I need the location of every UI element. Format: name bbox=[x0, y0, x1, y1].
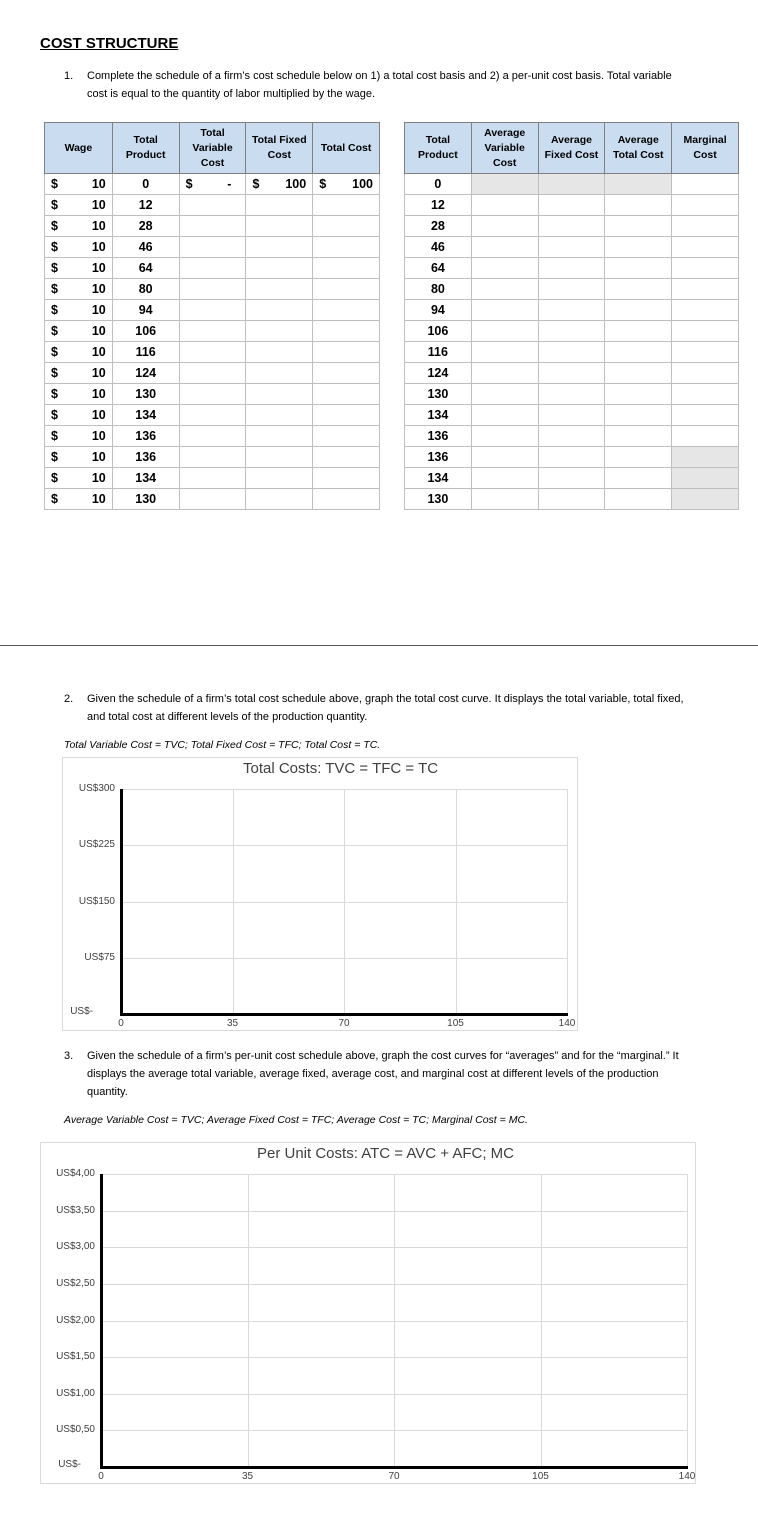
question-2-line-1: Given the schedule of a firm’s total cost schedule above, graph the total cost curve. It displays the total variable, total fixed, bbox=[87, 693, 684, 705]
y-tick-label: US$2,00 bbox=[56, 1314, 95, 1326]
table-row bbox=[45, 174, 380, 195]
average-total-cost-cell[interactable] bbox=[605, 300, 672, 321]
marginal-cost-cell[interactable] bbox=[672, 216, 739, 237]
table-row bbox=[405, 489, 739, 510]
average-variable-cost-cell[interactable] bbox=[471, 195, 538, 216]
marginal-cost-cell[interactable] bbox=[672, 237, 739, 258]
marginal-cost-cell[interactable] bbox=[672, 195, 739, 216]
average-fixed-cost-cell[interactable] bbox=[538, 321, 605, 342]
table-row bbox=[405, 321, 739, 342]
wage-value: 10 bbox=[91, 408, 106, 422]
total-fixed-cost-cell[interactable] bbox=[246, 342, 313, 363]
dollar-sign: $ bbox=[51, 429, 58, 443]
average-total-cost-cell[interactable] bbox=[605, 384, 672, 405]
average-total-cost-cell[interactable] bbox=[605, 237, 672, 258]
table-row bbox=[405, 342, 739, 363]
total-product-cell: 12 bbox=[112, 195, 179, 216]
average-total-cost-cell[interactable] bbox=[605, 321, 672, 342]
total-product-cell: 116 bbox=[405, 342, 472, 363]
wage-cell bbox=[45, 321, 113, 342]
total-variable-cost-cell[interactable] bbox=[179, 279, 246, 300]
average-total-cost-cell[interactable] bbox=[605, 405, 672, 426]
question-3 bbox=[64, 1048, 754, 1102]
marginal-cost-cell[interactable] bbox=[672, 489, 739, 510]
total-costs-chart bbox=[62, 757, 578, 1031]
dollar-sign: $ bbox=[319, 177, 327, 191]
total-fixed-cost-cell[interactable] bbox=[246, 279, 313, 300]
question-1-number: 1. bbox=[64, 70, 74, 82]
marginal-cost-cell[interactable] bbox=[672, 447, 739, 468]
header-average-total-cost: Average Total Cost bbox=[605, 123, 672, 174]
average-variable-cost-cell[interactable] bbox=[471, 321, 538, 342]
average-fixed-cost-cell[interactable] bbox=[538, 447, 605, 468]
header-total-product: Total Product bbox=[112, 123, 179, 174]
table-row bbox=[405, 174, 739, 195]
average-fixed-cost-cell[interactable] bbox=[538, 342, 605, 363]
total-variable-cost-cell[interactable] bbox=[179, 321, 246, 342]
wage-value: 10 bbox=[91, 471, 106, 485]
average-fixed-cost-cell[interactable] bbox=[538, 174, 605, 195]
total-fixed-cost-cell[interactable] bbox=[246, 321, 313, 342]
wage-value: 10 bbox=[91, 387, 106, 401]
tvc-value: - bbox=[227, 177, 232, 191]
total-variable-cost-cell[interactable] bbox=[179, 342, 246, 363]
vertical-gridline bbox=[344, 789, 345, 1014]
total-variable-cost-cell[interactable] bbox=[179, 405, 246, 426]
wage-value: 10 bbox=[91, 282, 106, 296]
dollar-sign: $ bbox=[51, 366, 58, 380]
wage-value: 10 bbox=[91, 345, 106, 359]
dollar-sign: $ bbox=[51, 282, 58, 296]
total-fixed-cost-cell[interactable] bbox=[246, 363, 313, 384]
y-axis-line bbox=[120, 789, 123, 1016]
dollar-sign: $ bbox=[51, 471, 58, 485]
dollar-sign: $ bbox=[51, 450, 58, 464]
average-fixed-cost-cell[interactable] bbox=[538, 384, 605, 405]
total-cost-cell[interactable] bbox=[313, 300, 380, 321]
total-product-cell: 136 bbox=[112, 426, 179, 447]
table-row bbox=[45, 342, 380, 363]
average-variable-cost-cell[interactable] bbox=[471, 405, 538, 426]
total-fixed-cost-cell[interactable] bbox=[246, 216, 313, 237]
question-1-line-2: cost is equal to the quantity of labor multiplied by the wage. bbox=[87, 88, 376, 100]
average-variable-cost-cell[interactable] bbox=[471, 489, 538, 510]
table-row bbox=[405, 363, 739, 384]
table-row bbox=[45, 447, 380, 468]
average-fixed-cost-cell[interactable] bbox=[538, 195, 605, 216]
header-total-variable-cost: Total Variable Cost bbox=[179, 123, 246, 174]
marginal-cost-cell[interactable] bbox=[672, 405, 739, 426]
total-variable-cost-cell[interactable] bbox=[179, 426, 246, 447]
per-unit-costs-chart-title: Per Unit Costs: ATC = AVC + AFC; MC bbox=[257, 1145, 515, 1162]
average-fixed-cost-cell[interactable] bbox=[538, 258, 605, 279]
wage-value: 10 bbox=[91, 492, 106, 506]
wage-value: 10 bbox=[91, 219, 106, 233]
question-1 bbox=[64, 68, 744, 104]
dollar-sign: $ bbox=[51, 345, 58, 359]
total-product-cell: 136 bbox=[112, 447, 179, 468]
total-product-cell: 94 bbox=[405, 300, 472, 321]
total-product-cell: 64 bbox=[112, 258, 179, 279]
marginal-cost-cell[interactable] bbox=[672, 321, 739, 342]
marginal-cost-cell[interactable] bbox=[672, 279, 739, 300]
dollar-sign: $ bbox=[51, 240, 58, 254]
y-tick-label: US$1,00 bbox=[56, 1387, 95, 1399]
total-fixed-cost-cell[interactable] bbox=[246, 258, 313, 279]
average-variable-cost-cell[interactable] bbox=[471, 279, 538, 300]
vertical-gridline bbox=[687, 1174, 688, 1467]
marginal-cost-cell[interactable] bbox=[672, 384, 739, 405]
table-row bbox=[405, 405, 739, 426]
table-row bbox=[45, 384, 380, 405]
y-tick-label: US$300 bbox=[78, 783, 115, 794]
table-row bbox=[45, 321, 380, 342]
average-variable-cost-cell[interactable] bbox=[471, 468, 538, 489]
vertical-gridline bbox=[394, 1174, 395, 1467]
question-2-number: 2. bbox=[64, 693, 74, 705]
average-fixed-cost-cell[interactable] bbox=[538, 405, 605, 426]
total-variable-cost-cell[interactable] bbox=[179, 468, 246, 489]
average-total-cost-cell[interactable] bbox=[605, 468, 672, 489]
average-total-cost-cell[interactable] bbox=[605, 174, 672, 195]
total-product-cell: 136 bbox=[405, 426, 472, 447]
total-cost-cell[interactable] bbox=[313, 426, 380, 447]
table-row bbox=[45, 489, 380, 510]
total-fixed-cost-cell[interactable] bbox=[246, 195, 313, 216]
wage-cell bbox=[45, 258, 113, 279]
total-product-cell: 0 bbox=[405, 174, 472, 195]
table-row bbox=[45, 363, 380, 384]
average-total-cost-cell[interactable] bbox=[605, 363, 672, 384]
total-product-cell: 134 bbox=[405, 405, 472, 426]
average-variable-cost-cell[interactable] bbox=[471, 426, 538, 447]
table-row bbox=[45, 405, 380, 426]
question-3-line-2: displays the average total variable, average fixed, average cost, and marginal cost at different levels of the production bbox=[87, 1068, 659, 1080]
wage-value: 10 bbox=[91, 261, 106, 275]
page-title: COST STRUCTURE bbox=[40, 35, 179, 52]
dollar-sign: $ bbox=[185, 177, 193, 191]
total-product-cell: 0 bbox=[112, 174, 179, 195]
table-row bbox=[405, 258, 739, 279]
total-product-cell: 130 bbox=[112, 384, 179, 405]
x-tick-label: 105 bbox=[532, 1471, 549, 1482]
total-variable-cost-cell[interactable] bbox=[179, 447, 246, 468]
y-tick-label: US$3,50 bbox=[56, 1204, 95, 1216]
section-divider bbox=[0, 645, 758, 646]
average-fixed-cost-cell[interactable] bbox=[538, 237, 605, 258]
x-tick-label: 35 bbox=[226, 1018, 239, 1029]
average-fixed-cost-cell[interactable] bbox=[538, 363, 605, 384]
table-row bbox=[405, 447, 739, 468]
header-wage: Wage bbox=[45, 123, 113, 174]
average-fixed-cost-cell[interactable] bbox=[538, 489, 605, 510]
total-cost-cell[interactable] bbox=[313, 258, 380, 279]
total-fixed-cost-cell[interactable] bbox=[246, 468, 313, 489]
table-row bbox=[45, 300, 380, 321]
total-costs-chart-title: Total Costs: TVC = TFC = TC bbox=[243, 760, 439, 777]
table-row bbox=[405, 237, 739, 258]
table-row bbox=[405, 216, 739, 237]
wage-cell bbox=[45, 489, 113, 510]
y-tick-label: US$4,00 bbox=[56, 1168, 95, 1179]
x-tick-label: 105 bbox=[447, 1018, 464, 1029]
total-product-cell: 106 bbox=[405, 321, 472, 342]
average-variable-cost-cell[interactable] bbox=[471, 300, 538, 321]
average-fixed-cost-cell[interactable] bbox=[538, 468, 605, 489]
total-product-cell: 130 bbox=[405, 384, 472, 405]
marginal-cost-cell[interactable] bbox=[672, 363, 739, 384]
wage-value: 10 bbox=[91, 240, 106, 254]
question-2-formula: Total Variable Cost = TVC; Total Fixed Cost = TFC; Total Cost = TC. bbox=[64, 739, 381, 751]
total-cost-cell[interactable] bbox=[313, 342, 380, 363]
x-axis-line bbox=[100, 1466, 688, 1469]
average-total-cost-cell[interactable] bbox=[605, 279, 672, 300]
total-cost-cell[interactable] bbox=[313, 321, 380, 342]
header-total-fixed-cost: Total Fixed Cost bbox=[246, 123, 313, 174]
average-fixed-cost-cell[interactable] bbox=[538, 300, 605, 321]
y-tick-label: US$0,50 bbox=[56, 1424, 95, 1436]
total-product-cell: 28 bbox=[405, 216, 472, 237]
table-row bbox=[405, 426, 739, 447]
total-product-cell: 130 bbox=[112, 489, 179, 510]
total-product-cell: 130 bbox=[405, 489, 472, 510]
tc-value: 100 bbox=[352, 177, 373, 191]
wage-value: 10 bbox=[91, 429, 106, 443]
average-total-cost-cell[interactable] bbox=[605, 195, 672, 216]
question-3-number: 3. bbox=[64, 1050, 74, 1062]
total-cost-schedule bbox=[44, 122, 380, 510]
wage-value: 10 bbox=[91, 303, 106, 317]
x-tick-label: 140 bbox=[558, 1018, 576, 1029]
average-fixed-cost-cell[interactable] bbox=[538, 426, 605, 447]
dollar-sign: $ bbox=[51, 261, 58, 275]
wage-value: 10 bbox=[91, 324, 106, 338]
y-tick-label: US$2,50 bbox=[56, 1277, 95, 1289]
question-1-line-1: Complete the schedule of a firm’s cost schedule below on 1) a total cost basis and 2) a per-unit cost basis. Total variable bbox=[87, 70, 672, 82]
table-row bbox=[45, 426, 380, 447]
header-total-product: Total Product bbox=[405, 123, 472, 174]
wage-value: 10 bbox=[91, 198, 106, 212]
vertical-gridline bbox=[248, 1174, 249, 1467]
x-tick-label: 140 bbox=[678, 1471, 696, 1482]
total-product-cell: 80 bbox=[112, 279, 179, 300]
total-cost-cell[interactable] bbox=[313, 279, 380, 300]
question-3-line-3: quantity. bbox=[87, 1086, 128, 1098]
wage-cell bbox=[45, 447, 113, 468]
y-axis-line bbox=[100, 1174, 103, 1469]
table-row bbox=[45, 279, 380, 300]
total-product-cell: 12 bbox=[405, 195, 472, 216]
total-variable-cost-cell[interactable] bbox=[179, 258, 246, 279]
table-row bbox=[405, 384, 739, 405]
total-cost-cell[interactable] bbox=[313, 468, 380, 489]
total-product-cell: 136 bbox=[405, 447, 472, 468]
marginal-cost-cell[interactable] bbox=[672, 258, 739, 279]
total-fixed-cost-cell[interactable] bbox=[246, 384, 313, 405]
table-row bbox=[45, 216, 380, 237]
x-tick-label: 70 bbox=[338, 1018, 350, 1029]
wage-cell bbox=[45, 405, 113, 426]
total-cost-cell[interactable] bbox=[313, 384, 380, 405]
average-variable-cost-cell[interactable] bbox=[471, 216, 538, 237]
total-fixed-cost-cell[interactable] bbox=[246, 174, 313, 195]
total-variable-cost-cell[interactable] bbox=[179, 363, 246, 384]
total-product-cell: 46 bbox=[112, 237, 179, 258]
x-tick-label: 0 bbox=[98, 1471, 104, 1482]
dollar-sign: $ bbox=[51, 177, 58, 191]
total-fixed-cost-cell[interactable] bbox=[246, 489, 313, 510]
table-row bbox=[45, 195, 380, 216]
average-total-cost-cell[interactable] bbox=[605, 216, 672, 237]
total-product-cell: 134 bbox=[112, 405, 179, 426]
dollar-sign: $ bbox=[51, 492, 58, 506]
table-row bbox=[405, 300, 739, 321]
total-product-cell: 80 bbox=[405, 279, 472, 300]
dollar-sign: $ bbox=[51, 198, 58, 212]
total-variable-cost-cell[interactable] bbox=[179, 384, 246, 405]
total-product-cell: 94 bbox=[112, 300, 179, 321]
average-fixed-cost-cell[interactable] bbox=[538, 279, 605, 300]
total-variable-cost-cell[interactable] bbox=[179, 174, 246, 195]
table-row bbox=[405, 195, 739, 216]
wage-cell bbox=[45, 195, 113, 216]
dollar-sign: $ bbox=[51, 387, 58, 401]
dollar-sign: $ bbox=[51, 303, 58, 317]
vertical-gridline bbox=[541, 1174, 542, 1467]
total-fixed-cost-cell[interactable] bbox=[246, 405, 313, 426]
wage-cell bbox=[45, 342, 113, 363]
dollar-sign: $ bbox=[51, 219, 58, 233]
total-product-cell: 116 bbox=[112, 342, 179, 363]
y-tick-label: US$- bbox=[70, 1006, 93, 1017]
average-variable-cost-cell[interactable] bbox=[471, 258, 538, 279]
total-product-cell: 46 bbox=[405, 237, 472, 258]
total-fixed-cost-cell[interactable] bbox=[246, 300, 313, 321]
wage-value: 10 bbox=[91, 366, 106, 380]
y-tick-label: US$3,00 bbox=[56, 1241, 95, 1253]
vertical-gridline bbox=[233, 789, 234, 1014]
total-cost-cell[interactable] bbox=[313, 174, 380, 195]
average-variable-cost-cell[interactable] bbox=[471, 447, 538, 468]
y-tick-label: US$1,50 bbox=[56, 1351, 95, 1363]
average-total-cost-cell[interactable] bbox=[605, 342, 672, 363]
total-variable-cost-cell[interactable] bbox=[179, 195, 246, 216]
vertical-gridline bbox=[567, 789, 568, 1014]
average-variable-cost-cell[interactable] bbox=[471, 384, 538, 405]
average-total-cost-cell[interactable] bbox=[605, 489, 672, 510]
wage-cell bbox=[45, 216, 113, 237]
y-tick-label: US$150 bbox=[78, 895, 115, 907]
dollar-sign: $ bbox=[51, 324, 58, 338]
x-axis-line bbox=[120, 1013, 568, 1016]
average-variable-cost-cell[interactable] bbox=[471, 237, 538, 258]
x-tick-label: 0 bbox=[118, 1018, 124, 1029]
average-variable-cost-cell[interactable] bbox=[471, 363, 538, 384]
marginal-cost-cell[interactable] bbox=[672, 300, 739, 321]
x-tick-label: 35 bbox=[241, 1471, 254, 1482]
marginal-cost-cell[interactable] bbox=[672, 468, 739, 489]
table-row bbox=[45, 237, 380, 258]
wage-cell bbox=[45, 468, 113, 489]
average-variable-cost-cell[interactable] bbox=[471, 174, 538, 195]
total-product-cell: 124 bbox=[405, 363, 472, 384]
vertical-gridline bbox=[456, 789, 457, 1014]
wage-cell bbox=[45, 237, 113, 258]
total-cost-cell[interactable] bbox=[313, 447, 380, 468]
dollar-sign: $ bbox=[51, 408, 58, 422]
dollar-sign: $ bbox=[252, 177, 260, 191]
wage-cell bbox=[45, 174, 113, 195]
average-total-cost-cell[interactable] bbox=[605, 426, 672, 447]
question-2-line-2: and total cost at different levels of the production quantity. bbox=[87, 711, 368, 723]
header-average-variable-cost: Average Variable Cost bbox=[471, 123, 538, 174]
table-row bbox=[45, 258, 380, 279]
total-product-cell: 124 bbox=[112, 363, 179, 384]
wage-cell bbox=[45, 426, 113, 447]
total-fixed-cost-cell[interactable] bbox=[246, 237, 313, 258]
total-variable-cost-cell[interactable] bbox=[179, 300, 246, 321]
per-unit-costs-chart bbox=[40, 1142, 696, 1484]
y-tick-label: US$75 bbox=[84, 951, 115, 963]
marginal-cost-cell[interactable] bbox=[672, 342, 739, 363]
wage-cell bbox=[45, 384, 113, 405]
wage-cell bbox=[45, 363, 113, 384]
y-tick-label: US$225 bbox=[78, 839, 115, 851]
table-row bbox=[45, 468, 380, 489]
total-product-cell: 134 bbox=[405, 468, 472, 489]
wage-cell bbox=[45, 300, 113, 321]
x-tick-label: 70 bbox=[388, 1471, 400, 1482]
question-2 bbox=[64, 691, 754, 727]
question-3-line-1: Given the schedule of a firm’s per-unit cost schedule above, graph the cost curves for “averages” and for the “marginal.” It bbox=[87, 1050, 679, 1062]
marginal-cost-cell[interactable] bbox=[672, 174, 739, 195]
total-product-cell: 64 bbox=[405, 258, 472, 279]
total-product-cell: 106 bbox=[112, 321, 179, 342]
total-product-cell: 28 bbox=[112, 216, 179, 237]
total-variable-cost-cell[interactable] bbox=[179, 216, 246, 237]
table-row bbox=[405, 279, 739, 300]
total-cost-cell[interactable] bbox=[313, 216, 380, 237]
average-fixed-cost-cell[interactable] bbox=[538, 216, 605, 237]
total-cost-cell[interactable] bbox=[313, 363, 380, 384]
total-variable-cost-cell[interactable] bbox=[179, 489, 246, 510]
wage-value: 10 bbox=[91, 450, 106, 464]
total-cost-cell[interactable] bbox=[313, 237, 380, 258]
total-fixed-cost-cell[interactable] bbox=[246, 447, 313, 468]
total-variable-cost-cell[interactable] bbox=[179, 237, 246, 258]
marginal-cost-cell[interactable] bbox=[672, 426, 739, 447]
question-3-formula: Average Variable Cost = TVC; Average Fixed Cost = TFC; Average Cost = TC; Marginal Cost = MC. bbox=[64, 1114, 528, 1126]
wage-cell bbox=[45, 279, 113, 300]
average-total-cost-cell[interactable] bbox=[605, 258, 672, 279]
header-total-cost: Total Cost bbox=[313, 123, 380, 174]
per-unit-cost-schedule bbox=[404, 122, 739, 510]
total-cost-cell[interactable] bbox=[313, 405, 380, 426]
header-average-fixed-cost: Average Fixed Cost bbox=[538, 123, 605, 174]
total-cost-cell[interactable] bbox=[313, 195, 380, 216]
table-row bbox=[405, 468, 739, 489]
total-product-cell: 134 bbox=[112, 468, 179, 489]
total-fixed-cost-cell[interactable] bbox=[246, 426, 313, 447]
y-tick-label: US$- bbox=[58, 1459, 81, 1470]
tfc-value: 100 bbox=[285, 177, 307, 191]
header-marginal-cost: Marginal Cost bbox=[672, 123, 739, 174]
wage-value: 10 bbox=[91, 177, 106, 191]
total-cost-cell[interactable] bbox=[313, 489, 380, 510]
average-total-cost-cell[interactable] bbox=[605, 447, 672, 468]
average-variable-cost-cell[interactable] bbox=[471, 342, 538, 363]
